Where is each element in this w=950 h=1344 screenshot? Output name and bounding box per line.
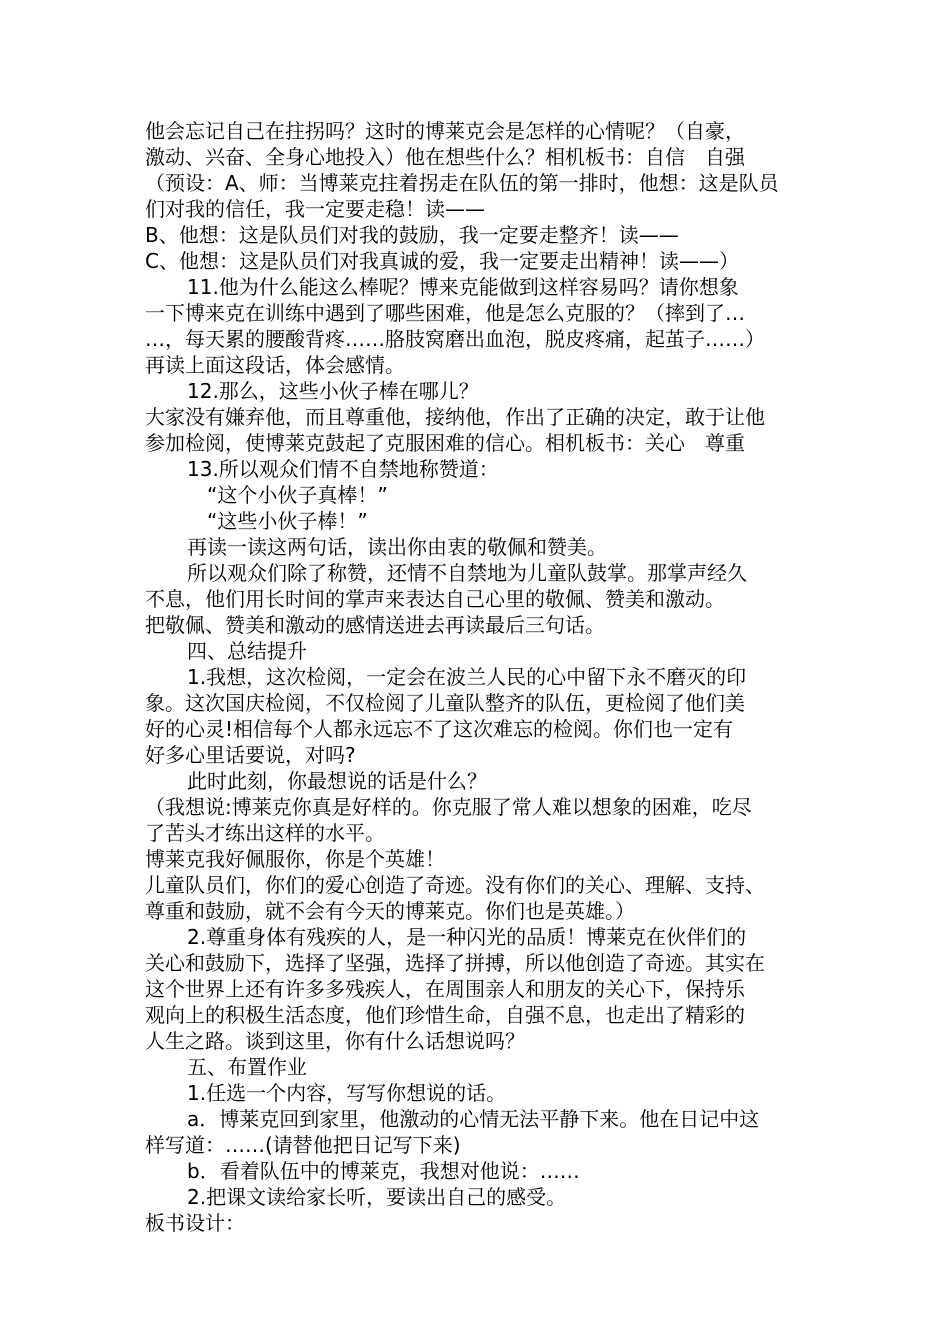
text-line: 1.我想，这次检阅，一定会在波兰人民的心中留下永不磨灭的印	[187, 665, 747, 689]
text-line: 激动、兴奋、全身心地投入）他在想些什么？相机板书：自信 自强	[145, 145, 745, 169]
text-line: 样写道：……(请替他把日记写下来)	[145, 1133, 461, 1157]
text-line: C、他想：这是队员们对我真诚的爱，我一定要走出精神！读——）	[145, 249, 739, 273]
text-line: 把敬佩、赞美和激动的感情送进去再读最后三句话。	[145, 613, 605, 637]
text-line: a．博莱克回到家里，他激动的心情无法平静下来。他在日记中这	[187, 1107, 760, 1131]
text-line: 11.他为什么能这么棒呢？博来克能做到这样容易吗？请你想象	[187, 275, 739, 299]
text-line: 们对我的信任，我一定要走稳！读——	[145, 197, 485, 221]
text-line: 好多心里话要说，对吗?	[145, 743, 356, 767]
text-line: 他会忘记自己在拄拐吗？这时的博莱克会是怎样的心情呢？（自豪，	[145, 119, 745, 143]
text-line: …，每天累的腰酸背疼……胳肢窝磨出血泡，脱皮疼痛，起茧子……）	[145, 327, 765, 351]
text-line: 2.尊重身体有残疾的人，是一种闪光的品质！博莱克在伙伴们的	[187, 925, 747, 949]
text-line: B、他想：这是队员们对我的鼓励，我一定要走整齐！读——	[145, 223, 679, 247]
text-line: 博莱克我好佩服你，你是个英雄！	[145, 847, 445, 871]
text-line: 再读上面这段话，体会感情。	[145, 353, 405, 377]
text-line: “这些小伙子棒！”	[207, 509, 368, 533]
text-line: 五、布置作业	[187, 1055, 307, 1079]
document-page	[145, 118, 813, 1236]
text-line: 象。这次国庆检阅，不仅检阅了儿童队整齐的队伍，更检阅了他们美	[145, 691, 745, 715]
text-line: （我想说:博莱克你真是好样的。你克服了常人难以想象的困难，吃尽	[145, 795, 752, 819]
text-line: 1.任选一个内容，写写你想说的话。	[187, 1081, 507, 1105]
text-line: 这个世界上还有许多多残疾人，在周围亲人和朋友的关心下，保持乐	[145, 977, 745, 1001]
text-line: 关心和鼓励下，选择了坚强，选择了拼搏，所以他创造了奇迹。其实在	[145, 951, 765, 975]
text-line: 12.那么，这些小伙子棒在哪儿？	[187, 379, 479, 403]
text-line: 板书设计：	[145, 1211, 245, 1235]
text-line: 一下博来克在训练中遇到了哪些困难，他是怎么克服的？（摔到了…	[145, 301, 745, 325]
text-line: 了苦头才练出这样的水平。	[145, 821, 385, 845]
text-line: 人生之路。谈到这里，你有什么话想说吗？	[145, 1029, 525, 1053]
text-line: “这个小伙子真棒！”	[207, 483, 388, 507]
text-line: 所以观众们除了称赞，还情不自禁地为儿童队鼓掌。那掌声经久	[187, 561, 747, 585]
text-line: b．看着队伍中的博莱克，我想对他说：……	[187, 1159, 580, 1183]
text-line: 观向上的积极生活态度，他们珍惜生命，自强不息，也走出了精彩的	[145, 1003, 745, 1027]
text-line: 参加检阅，使博莱克鼓起了克服困难的信心。相机板书：关心 尊重	[145, 431, 745, 455]
text-line: 尊重和鼓励，就不会有今天的博莱克。你们也是英雄。）	[145, 899, 635, 923]
text-line: 大家没有嫌弃他，而且尊重他，接纳他，作出了正确的决定，敢于让他	[145, 405, 765, 429]
text-line: （预设：A、师：当博莱克拄着拐走在队伍的第一排时，他想：这是队员	[145, 171, 779, 195]
text-line: 儿童队员们，你们的爱心创造了奇迹。没有你们的关心、理解、支持、	[145, 873, 765, 897]
text-line: 此时此刻，你最想说的话是什么？	[187, 769, 487, 793]
text-line: 四、总结提升	[187, 639, 307, 663]
text-line: 13.所以观众们情不自禁地称赞道：	[187, 457, 499, 481]
text-line: 好的心灵!相信每个人都永远忘不了这次难忘的检阅。你们也一定有	[145, 717, 734, 741]
text-line: 再读一读这两句话，读出你由衷的敬佩和赞美。	[187, 535, 607, 559]
text-line: 2.把课文读给家长听，要读出自己的感受。	[187, 1185, 567, 1209]
text-line: 不息，他们用长时间的掌声来表达自己心里的敬佩、赞美和激动。	[145, 587, 725, 611]
